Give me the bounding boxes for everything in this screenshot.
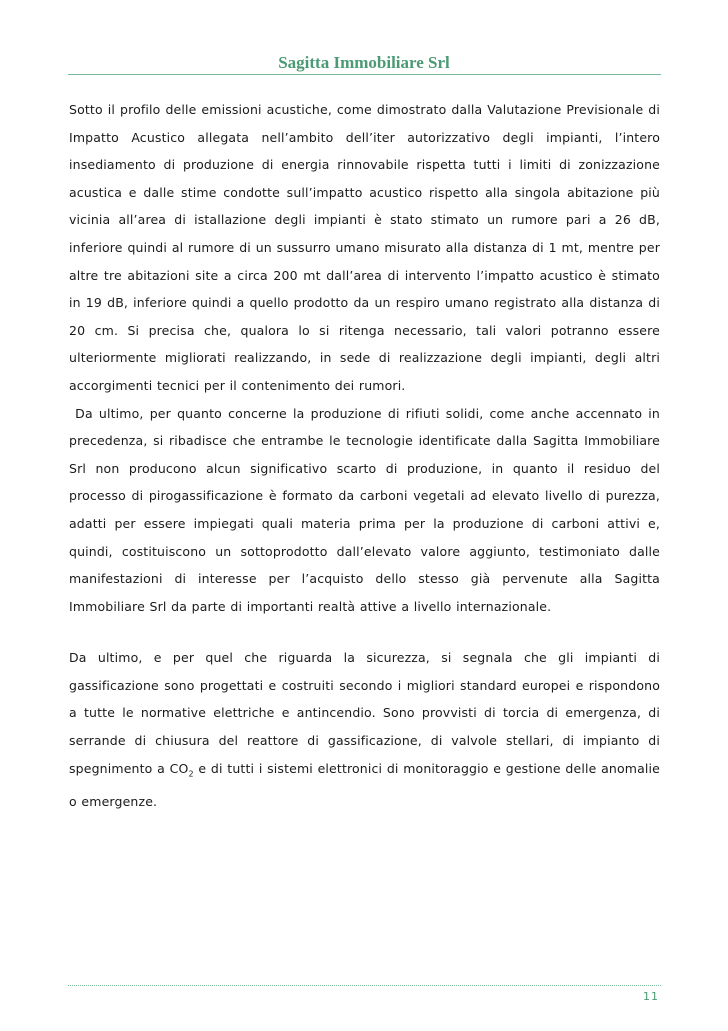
page-header-title: Sagitta Immobiliare Srl bbox=[278, 53, 450, 72]
paragraph-safety-text: Da ultimo, e per quel che riguarda la sicurezza, si segnala che gli impianti di gassificazione sono progettati e costruiti secondo i migliori standard europei e rispondono a tutte le normative elettriche e antincendio. Sono provvisti di torcia di emergenza, di serrande di chiusura del reattore di gassificazione, di valvole stellari, di impianto di spegnimento a CO bbox=[69, 650, 660, 776]
footer-rule bbox=[68, 985, 661, 986]
page-number: 11 bbox=[643, 990, 659, 1003]
header-rule bbox=[68, 74, 661, 75]
co2-subscript: 2 bbox=[188, 769, 194, 779]
document-body bbox=[69, 96, 665, 815]
paragraph-safety-text-end: e di tutti i sistemi elettronici di monitoraggio e gestione delle anomalie o emergenze. bbox=[69, 760, 660, 809]
paragraph-safety bbox=[69, 644, 660, 815]
paragraph-acoustic-emissions: Sotto il profilo delle emissioni acustiche, come dimostrato dalla Valutazione Previsionale di Impatto Acustico allegata nell’ambito dell’iter autorizzativo degli impianti, l’intero insediamento di produzione di energia rinnovabile rispetta tutti i limiti di zonizzazione acustica e dalle stime condotte sull’impatto acustico rispetto alla singola abitazione più vicinia all’area di istallazione degli impianti è stato stimato un rumore pari a 26 dB, inferiore quindi al rumore di un sussurro umano misurato alla distanza di 1 mt, mentre per altre tre abitazioni site a circa 200 mt dall’area di intervento l’impatto acustico è stimato in 19 dB, inferiore quindi a quello prodotto da un respiro umano registrato alla distanza di 20 cm. Si precisa che, qualora lo si ritenga necessario, tali valori potranno essere ulteriormente migliorati realizzando, in sede di realizzazione degli impianti, degli altri accorgimenti tecnici per il contenimento dei rumori. bbox=[69, 102, 660, 393]
paragraph-solid-waste: Da ultimo, per quanto concerne la produzione di rifiuti solidi, come anche accennato in precedenza, si ribadisce che entrambe le tecnologie identificate dalla Sagitta Immobiliare Srl non producono alcun significativo scarto di produzione, in quanto il residuo del processo di pirogassificazione è formato da carboni vegetali ad elevato livello di purezza, adatti per essere impiegati quali materia prima per la produzione di carboni attivi e, quindi, costituiscono un sottoprodotto dall’elevato valore aggiunto, testimoniato dalle manifestazioni di interesse per l’acquisto dello stesso già pervenute alla Sagitta Immobiliare Srl da parte di importanti realtà attive a livello internazionale. bbox=[69, 405, 665, 614]
